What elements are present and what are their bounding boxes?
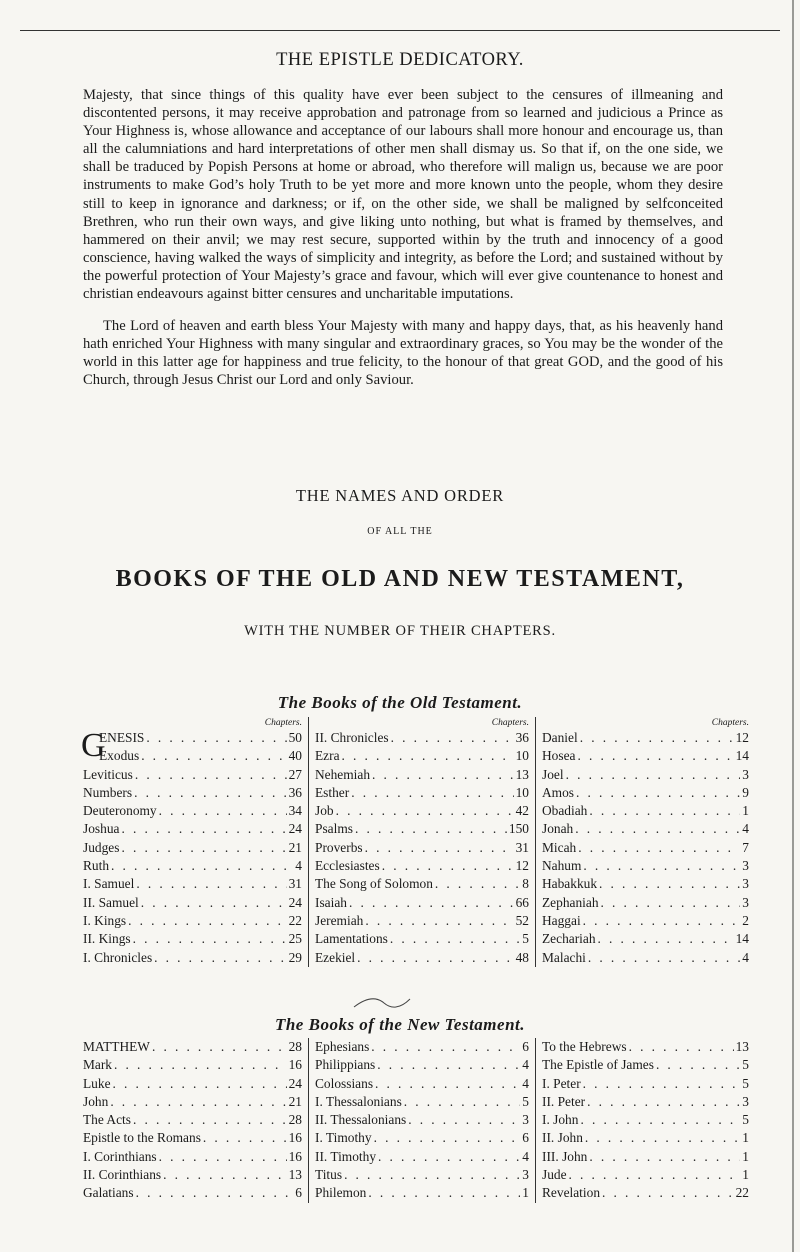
leader-dots <box>336 802 514 820</box>
leader-dots <box>163 1166 287 1184</box>
book-row <box>542 747 749 765</box>
book-name: II. Chronicles <box>315 730 389 745</box>
book-row <box>83 820 302 838</box>
book-name: I. Corinthians <box>83 1148 157 1164</box>
chapter-count: 21 <box>288 1093 302 1109</box>
chapter-count: 5 <box>742 1057 749 1073</box>
old-testament-table <box>83 717 749 967</box>
running-head: THE EPISTLE DEDICATORY. <box>276 50 524 70</box>
new-testament-table <box>83 1038 749 1203</box>
book-row <box>542 729 749 747</box>
ot-list-1 <box>83 747 302 967</box>
leader-dots <box>159 802 287 820</box>
book-row <box>83 1056 302 1074</box>
nt-list-2 <box>315 1038 529 1203</box>
book-name: Micah <box>542 839 577 855</box>
book-name: Philemon <box>315 1185 367 1201</box>
leader-dots <box>365 839 514 857</box>
book-row <box>542 1129 749 1147</box>
chapter-count: 10 <box>515 748 529 764</box>
chapter-count: 4 <box>522 1057 529 1073</box>
book-name: John <box>83 1093 109 1109</box>
chapter-count: 16 <box>288 1148 302 1164</box>
book-row <box>542 766 749 784</box>
ot-column-1 <box>83 717 308 967</box>
book-name: Malachi <box>542 949 586 965</box>
book-name: Obadiah <box>542 803 588 819</box>
book-row <box>542 875 749 893</box>
chapter-count: 66 <box>515 894 529 910</box>
chapter-count: 1 <box>522 1185 529 1201</box>
title-line-2: OF ALL THE <box>367 526 433 537</box>
book-row <box>315 857 529 875</box>
chapter-count: 14 <box>735 931 749 947</box>
book-row <box>542 1075 749 1093</box>
chapter-count: 6 <box>522 1130 529 1146</box>
leader-dots <box>159 1148 287 1166</box>
book-row <box>315 1075 529 1093</box>
chapter-count: 8 <box>522 876 529 892</box>
leader-dots <box>583 1075 741 1093</box>
leader-dots <box>152 1038 287 1056</box>
leader-dots <box>344 1166 520 1184</box>
leader-dots <box>133 1111 287 1129</box>
title-line-3: BOOKS OF THE OLD AND NEW TESTAMENT, <box>115 566 685 592</box>
leader-dots <box>368 1184 520 1202</box>
nt-list-1 <box>83 1038 302 1203</box>
book-name: Luke <box>83 1075 111 1091</box>
nt-column-2 <box>308 1038 535 1203</box>
chapters-label: Chapters. <box>711 718 749 728</box>
chapter-count: 3 <box>522 1112 529 1128</box>
title-line-4: WITH THE NUMBER OF THEIR CHAPTERS. <box>244 623 556 639</box>
leader-dots <box>146 729 286 747</box>
book-row <box>83 857 302 875</box>
chapter-count: 3 <box>742 894 749 910</box>
book-row <box>542 820 749 838</box>
chapter-count: 13 <box>515 766 529 782</box>
chapter-count: 5 <box>522 931 529 947</box>
leader-dots <box>598 930 734 948</box>
old-testament-heading: The Books of the Old Testament. <box>277 693 523 712</box>
book-name: Joel <box>542 766 564 782</box>
book-row <box>542 912 749 930</box>
book-name: Galatians <box>83 1185 134 1201</box>
book-name: II. Samuel <box>83 894 139 910</box>
leader-dots <box>110 1093 286 1111</box>
chapter-count: 4 <box>522 1075 529 1091</box>
book-name: Habakkuk <box>542 876 598 892</box>
chapter-count: 1 <box>742 1130 749 1146</box>
chapter-count: 36 <box>288 784 302 800</box>
book-name: To the Hebrews <box>542 1039 627 1054</box>
book-row <box>83 802 302 820</box>
book-row <box>542 1166 749 1184</box>
book-name: Revelation <box>542 1185 601 1201</box>
leader-dots <box>357 949 513 967</box>
leader-dots <box>378 1148 520 1166</box>
book-row <box>83 1166 302 1184</box>
book-name: Ecclesiastes <box>315 858 380 874</box>
leader-dots <box>629 1038 734 1056</box>
chapter-count: 5 <box>522 1093 529 1109</box>
book-name: Ephesians <box>315 1039 370 1054</box>
book-name: Daniel <box>542 730 578 745</box>
book-row <box>542 1056 749 1074</box>
book-name: Ezekiel <box>315 949 356 965</box>
paragraph-1: Majesty, that since things of this quality have ever been subject to the censures of illmeaning and discontented persons, it may receive approbation and patronage from so learned and judicious a Prince as Your Highness is, whose allowance and acceptance of our labours shall more honour and encourage us, than all the calumniations and hard interpretations of other men shall dismay us. So that if, on the one side, we shall be traduced by Popish Persons at home or abroad, who therefore will malign us, because we are poor instruments to make God’s holy Truth to be yet more and more known unto the people, whom they desire still to keep in ignorance and darkness; or if, on the other side, we shall be maligned by selfconceited Brethren, who run their own ways, and give liking unto nothing, but what is framed by themselves, and hammered on their anvil; we may rest secure, supported within by the truth and innocency of a good conscience, having walked the ways of simplicity and integrity, as before the Lord; and sustained without by the powerful protection of Your Majesty’s grace and favour, which will ever give countenance to honest and christian endeavours against bitter censures and uncharitable imputations. <box>83 87 723 303</box>
book-name: Colossians <box>315 1075 374 1091</box>
book-row <box>83 949 302 967</box>
chapter-count: 13 <box>288 1167 302 1183</box>
book-name: Psalms <box>315 821 353 837</box>
nt-column-1 <box>83 1038 308 1203</box>
book-name: II. Thessalonians <box>315 1112 407 1128</box>
leader-dots <box>589 802 740 820</box>
leader-dots <box>121 820 286 838</box>
leader-dots <box>391 729 514 747</box>
book-name: Leviticus <box>83 766 133 782</box>
leader-dots <box>133 930 287 948</box>
leader-dots <box>599 875 740 893</box>
book-row <box>83 1129 302 1147</box>
nt-list-3 <box>542 1038 749 1203</box>
book-row <box>83 1184 302 1202</box>
book-row <box>542 1111 749 1129</box>
book-row <box>542 839 749 857</box>
book-name: I. Samuel <box>83 876 135 892</box>
leader-dots <box>374 1129 521 1147</box>
book-name: II. John <box>542 1130 583 1146</box>
leader-dots <box>583 857 740 875</box>
book-row <box>315 1129 529 1147</box>
book-row <box>315 784 529 802</box>
chapter-count: 16 <box>288 1057 302 1073</box>
leader-dots <box>377 1056 520 1074</box>
chapter-count: 1 <box>742 1167 749 1183</box>
leader-dots <box>372 766 514 784</box>
chapter-count: 27 <box>288 766 302 782</box>
leader-dots <box>382 857 514 875</box>
leader-dots <box>141 894 287 912</box>
leader-dots <box>589 1148 740 1166</box>
book-name: Deuteronomy <box>83 803 157 819</box>
chapter-count: 13 <box>735 1039 749 1054</box>
book-row <box>542 1184 749 1202</box>
book-row <box>83 1038 302 1056</box>
book-name: Exodus <box>99 748 140 764</box>
leader-dots <box>349 894 514 912</box>
book-row <box>315 875 529 893</box>
book-row <box>315 839 529 857</box>
chapter-count: 29 <box>288 949 302 965</box>
chapter-count: 28 <box>288 1039 302 1054</box>
book-row <box>315 729 529 747</box>
leader-dots <box>390 930 520 948</box>
leader-dots <box>566 766 741 784</box>
book-name: Amos <box>542 784 574 800</box>
book-row <box>315 766 529 784</box>
book-name: Jeremiah <box>315 912 364 928</box>
chapter-count: 14 <box>735 748 749 764</box>
book-name: Esther <box>315 784 350 800</box>
book-name: Numbers <box>83 784 133 800</box>
leader-dots <box>121 839 286 857</box>
chapter-count: 7 <box>742 839 749 855</box>
top-rule <box>20 30 780 31</box>
chapter-count: 4 <box>742 949 749 965</box>
chapter-count: 34 <box>288 803 302 819</box>
leader-dots <box>136 1184 294 1202</box>
chapter-count: 5 <box>742 1075 749 1091</box>
leader-dots <box>583 912 741 930</box>
book-row <box>542 949 749 967</box>
book-row <box>315 1166 529 1184</box>
book-row <box>315 802 529 820</box>
chapter-count: 3 <box>742 858 749 874</box>
book-name: Philippians <box>315 1057 376 1073</box>
chapter-count: 6 <box>295 1185 302 1201</box>
book-name: II. Corinthians <box>83 1167 162 1183</box>
leader-dots <box>135 766 287 784</box>
chapter-count: 42 <box>515 803 529 819</box>
book-row <box>83 1148 302 1166</box>
chapter-count: 22 <box>288 912 302 928</box>
book-name: Joshua <box>83 821 120 837</box>
chapter-count: 16 <box>288 1130 302 1146</box>
book-row <box>542 894 749 912</box>
book-name: The Song of Solomon <box>315 876 433 892</box>
chapter-count: 6 <box>522 1039 529 1054</box>
leader-dots <box>375 1075 520 1093</box>
chapter-count: 21 <box>288 839 302 855</box>
chapter-count: 3 <box>742 766 749 782</box>
book-name: Isaiah <box>315 894 347 910</box>
book-row <box>315 1184 529 1202</box>
chapters-label: Chapters. <box>491 718 529 728</box>
leader-dots <box>587 1093 740 1111</box>
ot-column-2 <box>308 717 535 967</box>
book-row <box>315 1093 529 1111</box>
paragraph-2: The Lord of heaven and earth bless Your Majesty with many and happy days, that, as his heavenly hand hath enriched Your Highness with many singular and extraordinary graces, so You may be the wonder of the world in this latter age for happiness and true felicity, to the honour of that great GOD, and the good of his Church, through Jesus Christ our Lord and only Saviour. <box>83 318 723 389</box>
leader-dots <box>575 820 740 838</box>
chapter-count: 3 <box>742 876 749 892</box>
leader-dots <box>588 949 740 967</box>
book-row <box>83 1111 302 1129</box>
chapter-count: 52 <box>515 912 529 928</box>
book-name: II. Kings <box>83 931 131 947</box>
chapter-count: 4 <box>742 821 749 837</box>
book-name: Haggai <box>542 912 581 928</box>
book-row <box>315 747 529 765</box>
ot-list-3 <box>542 729 749 967</box>
leader-dots <box>203 1129 287 1147</box>
book-row <box>83 930 302 948</box>
book-row <box>83 875 302 893</box>
chapter-count: 2 <box>742 912 749 928</box>
leader-dots <box>154 949 286 967</box>
dedicatory-text <box>83 86 723 390</box>
book-name: Ruth <box>83 858 110 874</box>
book-name: Judges <box>83 839 120 855</box>
chapters-label: Chapters. <box>264 718 302 728</box>
book-row <box>315 820 529 838</box>
book-row <box>542 930 749 948</box>
title-line-1: THE NAMES AND ORDER <box>295 486 505 505</box>
book-row <box>542 1038 749 1056</box>
chapter-count: 10 <box>515 784 529 800</box>
leader-dots <box>351 784 513 802</box>
book-name: Zechariah <box>542 931 596 947</box>
book-name: Job <box>315 803 334 819</box>
book-name: Jude <box>542 1167 567 1183</box>
leader-dots <box>113 1075 287 1093</box>
book-name: Jonah <box>542 821 574 837</box>
chapter-count: 24 <box>288 821 302 837</box>
leader-dots <box>569 1166 741 1184</box>
nt-column-3 <box>535 1038 749 1203</box>
leader-dots <box>580 1111 740 1129</box>
chapter-count: 48 <box>515 949 529 965</box>
leader-dots <box>404 1093 521 1111</box>
chapter-count: 31 <box>515 839 529 855</box>
book-row <box>542 1148 749 1166</box>
chapter-count: 3 <box>522 1167 529 1183</box>
book-name: MATTHEW <box>83 1039 150 1054</box>
leader-dots <box>585 1129 740 1147</box>
drop-cap: G <box>81 727 106 764</box>
chapter-count: 28 <box>288 1112 302 1128</box>
book-name: Nehemiah <box>315 766 371 782</box>
book-row <box>315 894 529 912</box>
chapter-count: 22 <box>735 1185 749 1201</box>
book-row <box>83 912 302 930</box>
book-row <box>83 766 302 784</box>
book-row <box>83 1093 302 1111</box>
chapter-count: 1 <box>742 803 749 819</box>
leader-dots <box>580 729 734 747</box>
chapter-count: 1 <box>742 1148 749 1164</box>
leader-dots <box>111 857 293 875</box>
leader-dots <box>435 875 520 893</box>
book-name: III. John <box>542 1148 588 1164</box>
chapter-count: 31 <box>288 876 302 892</box>
leader-dots <box>136 875 286 893</box>
leader-dots <box>371 1038 520 1056</box>
chapter-count: 150 <box>508 821 529 837</box>
book-name: The Acts <box>83 1112 131 1128</box>
book-name: II. Peter <box>542 1093 586 1109</box>
book-row <box>83 784 302 802</box>
leader-dots <box>114 1056 287 1074</box>
book-row <box>315 912 529 930</box>
leader-dots <box>656 1056 740 1074</box>
leader-dots <box>141 747 286 765</box>
chapter-count: 3 <box>742 1093 749 1109</box>
chapter-count: 25 <box>288 931 302 947</box>
leader-dots <box>576 784 740 802</box>
leader-dots <box>602 1184 734 1202</box>
chapter-count: 12 <box>515 858 529 874</box>
book-name: I. John <box>542 1112 579 1128</box>
book-name: Nahum <box>542 858 582 874</box>
ot-column-3 <box>535 717 749 967</box>
leader-dots <box>577 747 733 765</box>
leader-dots <box>355 820 507 838</box>
chapter-count: 4 <box>295 858 302 874</box>
leader-dots <box>408 1111 520 1129</box>
book-row <box>542 784 749 802</box>
chapter-count: 24 <box>288 1075 302 1091</box>
book-name: Mark <box>83 1057 113 1073</box>
book-row <box>315 1148 529 1166</box>
book-row <box>315 949 529 967</box>
book-name: I. Kings <box>83 912 127 928</box>
leader-dots <box>134 784 287 802</box>
leader-dots <box>342 747 514 765</box>
chapter-count: 5 <box>742 1112 749 1128</box>
book-row <box>83 1075 302 1093</box>
book-row <box>315 930 529 948</box>
book-name: Hosea <box>542 748 576 764</box>
chapter-count: 9 <box>742 784 749 800</box>
ot-list-2 <box>315 729 529 967</box>
chapter-count: 40 <box>288 748 302 764</box>
chapter-count: 4 <box>522 1148 529 1164</box>
book-name: Ezra <box>315 748 340 764</box>
book-name: ENESIS <box>99 730 145 745</box>
leader-dots <box>578 839 740 857</box>
chapter-count: 50 <box>288 730 302 745</box>
book-name: Epistle to the Romans <box>83 1130 201 1146</box>
book-name: Titus <box>315 1167 343 1183</box>
book-row <box>83 839 302 857</box>
book-name: I. Thessalonians <box>315 1093 402 1109</box>
book-row <box>83 747 302 765</box>
chapter-count: 24 <box>288 894 302 910</box>
book-name: I. Chronicles <box>83 949 153 965</box>
book-name: I. Timothy <box>315 1130 372 1146</box>
ornament-swash <box>352 995 412 1011</box>
book-row <box>315 1056 529 1074</box>
book-name: The Epistle of James <box>542 1057 654 1073</box>
book-row <box>315 1111 529 1129</box>
book-row <box>542 802 749 820</box>
book-name: Lamentations <box>315 931 388 947</box>
book-name: Proverbs <box>315 839 363 855</box>
new-testament-heading: The Books of the New Testament. <box>274 1015 526 1034</box>
book-row <box>315 1038 529 1056</box>
chapter-count: 12 <box>735 730 749 745</box>
book-row <box>83 894 302 912</box>
book-row <box>542 857 749 875</box>
leader-dots <box>365 912 513 930</box>
book-row <box>542 1093 749 1111</box>
book-name: II. Timothy <box>315 1148 377 1164</box>
book-name: I. Peter <box>542 1075 581 1091</box>
leader-dots <box>128 912 286 930</box>
book-name: Zephaniah <box>542 894 599 910</box>
leader-dots <box>601 894 741 912</box>
chapter-count: 36 <box>515 730 529 745</box>
